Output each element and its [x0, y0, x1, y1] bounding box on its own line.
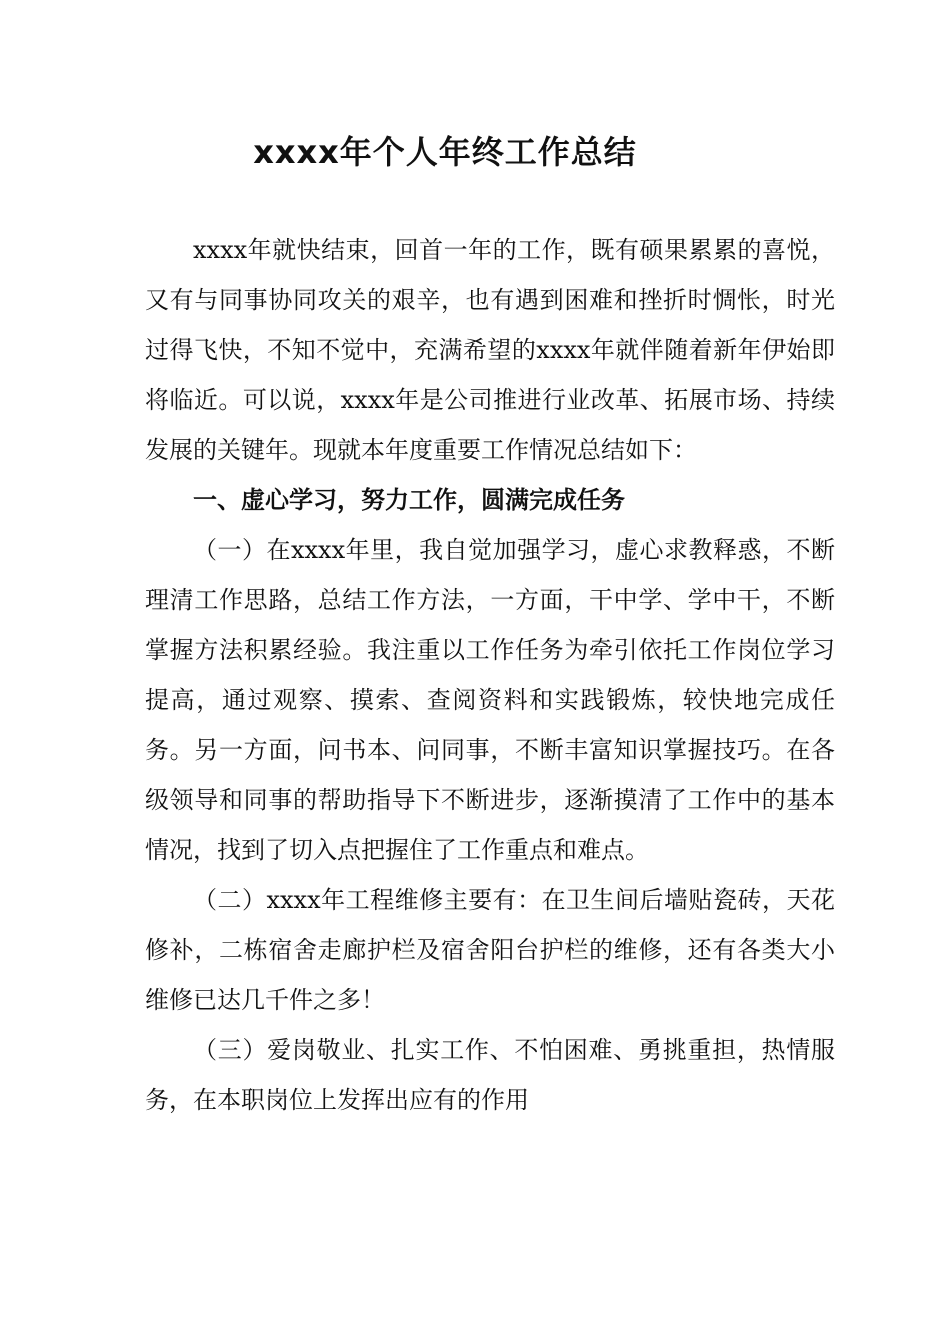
document-title: xxxx年个人年终工作总结 [253, 133, 637, 171]
intro-paragraph: xxxx年就快结束，回首一年的工作，既有硕果累累的喜悦，又有与同事协同攻关的艰辛，也有遇到困难和挫折时惆怅，时光过得飞快，不知不觉中，充满希望的xxxx年就伴随着新年伊始即将临近。可以说，xxxx年是公司推进行业改革、拓展市场、持续发展的关键年。现就本年度重要工作情况总结如下： [145, 236, 835, 464]
document-body [145, 225, 835, 1125]
item-paragraph-2: （二）xxxx年工程维修主要有：在卫生间后墙贴瓷砖，天花修补，二栋宿舍走廊护栏及宿舍阳台护栏的维修，还有各类大小维修已达几千件之多！ [145, 886, 835, 1014]
item-paragraph-3: （三）爱岗敬业、扎实工作、不怕困难、勇挑重担，热情服务，在本职岗位上发挥出应有的作用 [145, 1036, 835, 1114]
section-heading-1: 一、虚心学习，努力工作，圆满完成任务 [193, 486, 625, 514]
item-paragraph-1: （一）在xxxx年里，我自觉加强学习，虚心求教释惑，不断理清工作思路，总结工作方法，一方面，干中学、学中干，不断掌握方法积累经验。我注重以工作任务为牵引依托工作岗位学习提高，通过观察、摸索、查阅资料和实践锻炼，较快地完成任务。另一方面，问书本、问同事，不断丰富知识掌握技巧。在各级领导和同事的帮助指导下不断进步，逐渐摸清了工作中的基本情况，找到了切入点把握住了工作重点和难点。 [145, 536, 835, 864]
